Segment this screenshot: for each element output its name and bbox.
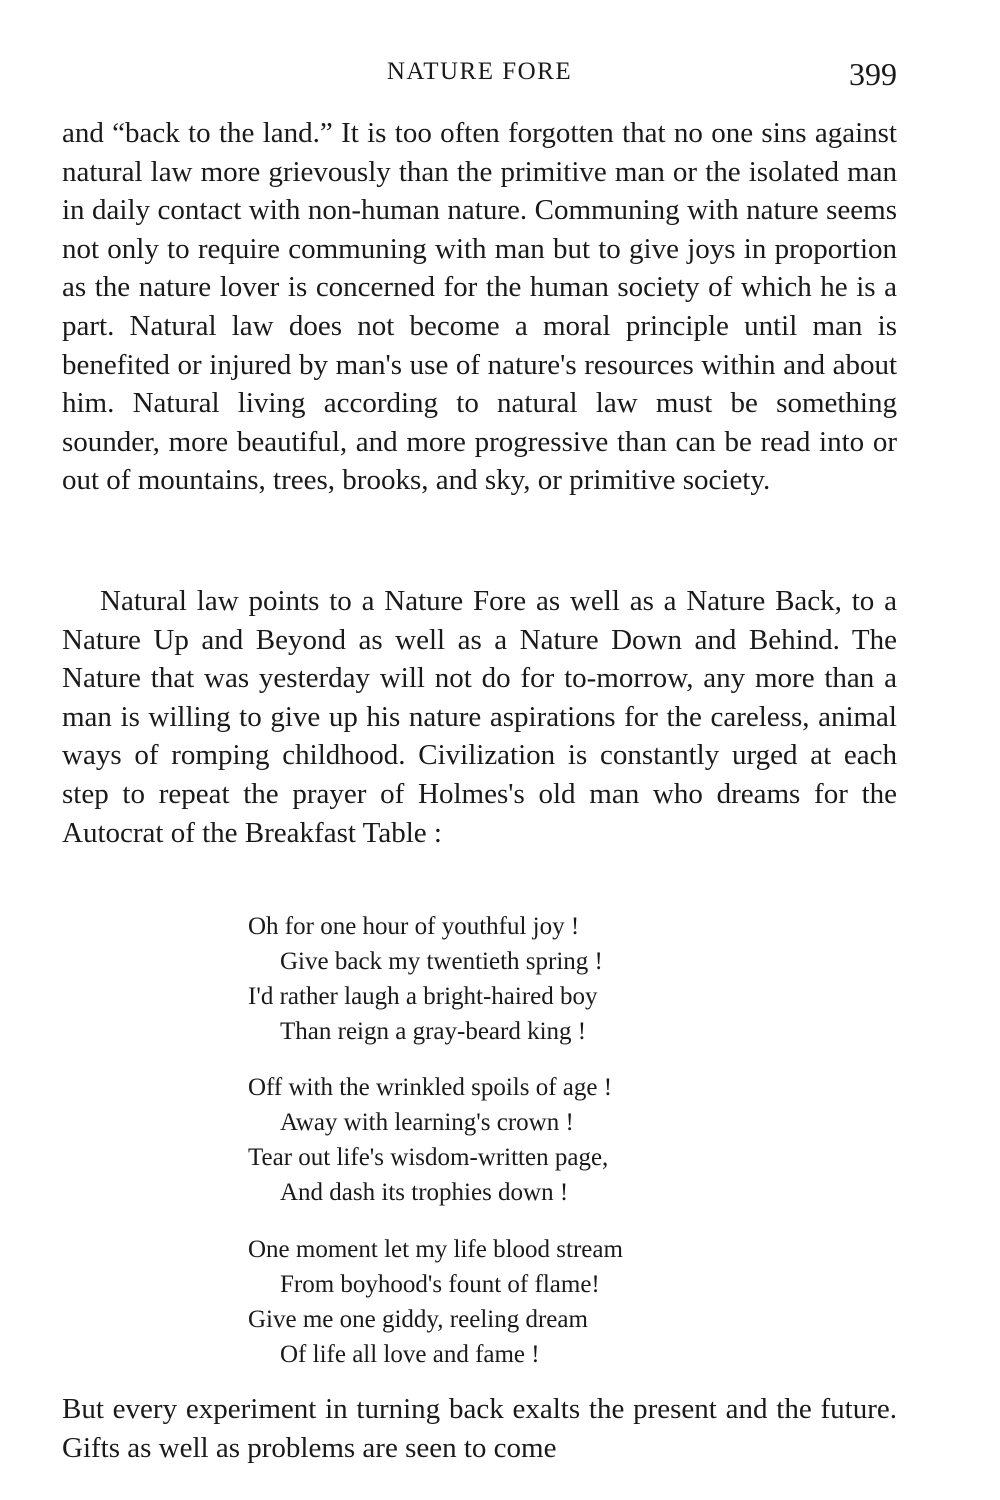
poem-line: Off with the wrinkled spoils of age ! (248, 1074, 613, 1101)
poem-line: Tear out life's wisdom-written page, (248, 1144, 609, 1171)
poem-line: Away with learning's crown ! (280, 1109, 574, 1136)
poem-line: One moment let my life blood stream (248, 1236, 623, 1263)
poem-stanza-3 (248, 1232, 868, 1372)
running-title: NATURE FORE (386, 58, 573, 85)
poem-line: Than reign a gray-beard king ! (280, 1018, 587, 1045)
paragraph-text: But every experiment in turning back exalts the present and the future. Gifts as well as problems are seen to come (62, 1393, 897, 1464)
page-number: 399 (849, 56, 897, 92)
poem-line: From boyhood's fount of flame! (280, 1271, 600, 1298)
paragraph-1 (62, 114, 897, 500)
poem-stanza-2 (248, 1070, 868, 1210)
poem-line: Oh for one hour of youthful joy ! (248, 913, 580, 940)
poem-line: And dash its trophies down ! (280, 1179, 569, 1206)
poem-line: Give me one giddy, reeling dream (248, 1306, 588, 1333)
poem-line: Of life all love and fame ! (280, 1341, 540, 1368)
paragraph-2 (62, 582, 897, 852)
paragraph-text: Natural law points to a Nature Fore as well as a Nature Back, to a Nature Up and Beyond as well as a Nature Down and Behind. The Nature that was yesterday will not do for to-morrow, any more than a man is willing to give up his nature aspirations for the careless, animal ways of romping childhood. Civilization is constantly urged at each step to repeat the prayer of Holmes's old man who dreams for the Autocrat of the Breakfast Table : (62, 585, 897, 849)
running-header (62, 52, 897, 92)
closing-paragraph (62, 1390, 897, 1467)
poem-line: Give back my twentieth spring ! (280, 948, 603, 975)
poem-line: I'd rather laugh a bright-haired boy (248, 983, 598, 1010)
poem-stanza-1 (248, 909, 868, 1049)
paragraph-text: and “back to the land.” It is too often forgotten that no one sins against natural law more grievously than the primitive man or the isolated man in daily contact with non-human nature. Communing with nature seems not only to require communing with man but to give joys in proportion as the nature lover is concerned for the human society of which he is a part. Natural law does not become a moral principle until man is benefited or injured by man's use of nature's resources within and about him. Natural living according to natural law must be something sounder, more beautiful, and more progressive than can be read into or out of mountains, trees, brooks, and sky, or primitive society. (62, 117, 897, 497)
